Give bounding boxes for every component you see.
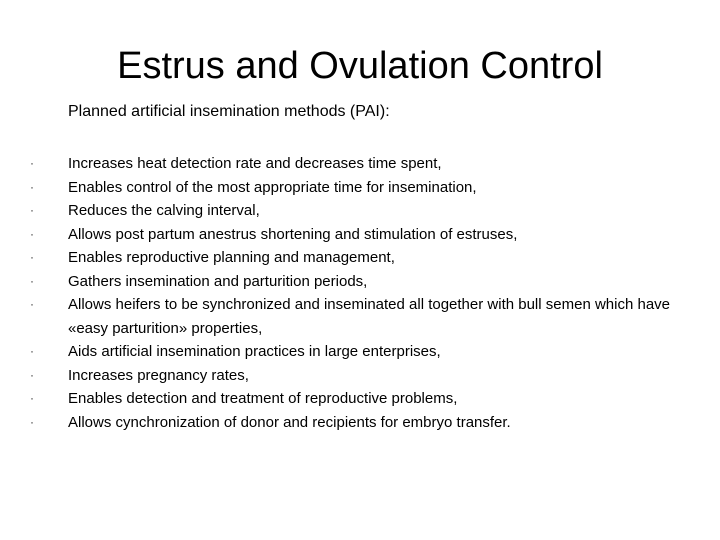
bullet-item: [30, 293, 690, 340]
bullet-text: Aids artificial insemination practices in large enterprises,: [68, 343, 441, 360]
bullet-text: Enables reproductive planning and management,: [68, 249, 395, 266]
bullet-icon: ·: [30, 367, 34, 382]
bullet-item: [30, 270, 690, 294]
bullet-icon: ·: [30, 344, 34, 358]
bullet-item: [30, 411, 690, 435]
bullet-item: [30, 387, 690, 411]
bullet-text: Increases heat detection rate and decreases time spent,: [68, 155, 442, 172]
bullet-text: Enables detection and treatment of reproductive problems,: [68, 390, 458, 407]
bullet-text: Allows heifers to be synchronized and inseminated all together with bull semen which have «easy parturition» properties,: [68, 296, 670, 337]
bullet-item: [30, 340, 690, 364]
bullet-item: [30, 152, 690, 176]
bullet-icon: ·: [30, 414, 34, 429]
bullet-text: Gathers insemination and parturition periods,: [68, 272, 368, 290]
bullet-icon: ·: [30, 203, 34, 217]
bullet-text: Allows post partum anestrus shortening and stimulation of estruses,: [68, 225, 518, 243]
bullet-icon: ·: [30, 226, 34, 241]
bullet-text: Enables control of the most appropriate time for insemination,: [68, 178, 477, 196]
bullet-icon: ·: [30, 391, 34, 405]
bullet-icon: ·: [30, 297, 34, 311]
slide-title: Estrus and Ovulation Control: [117, 45, 603, 87]
bullet-list: [30, 152, 690, 434]
bullet-icon: ·: [30, 156, 34, 170]
bullet-item: [30, 176, 690, 200]
bullet-item: [30, 199, 690, 223]
bullet-icon: ·: [30, 273, 34, 288]
bullet-item: [30, 364, 690, 388]
bullet-item: [30, 246, 690, 270]
bullet-text: Increases pregnancy rates,: [68, 366, 249, 384]
bullet-icon: ·: [30, 250, 34, 264]
bullet-text: Reduces the calving interval,: [68, 202, 260, 219]
bullet-text: Allows cynchronization of donor and recipients for embryo transfer.: [68, 413, 511, 431]
intro-text: Planned artificial insemination methods (PAI):: [68, 103, 390, 120]
bullet-icon: ·: [30, 179, 34, 194]
bullet-item: [30, 223, 690, 247]
